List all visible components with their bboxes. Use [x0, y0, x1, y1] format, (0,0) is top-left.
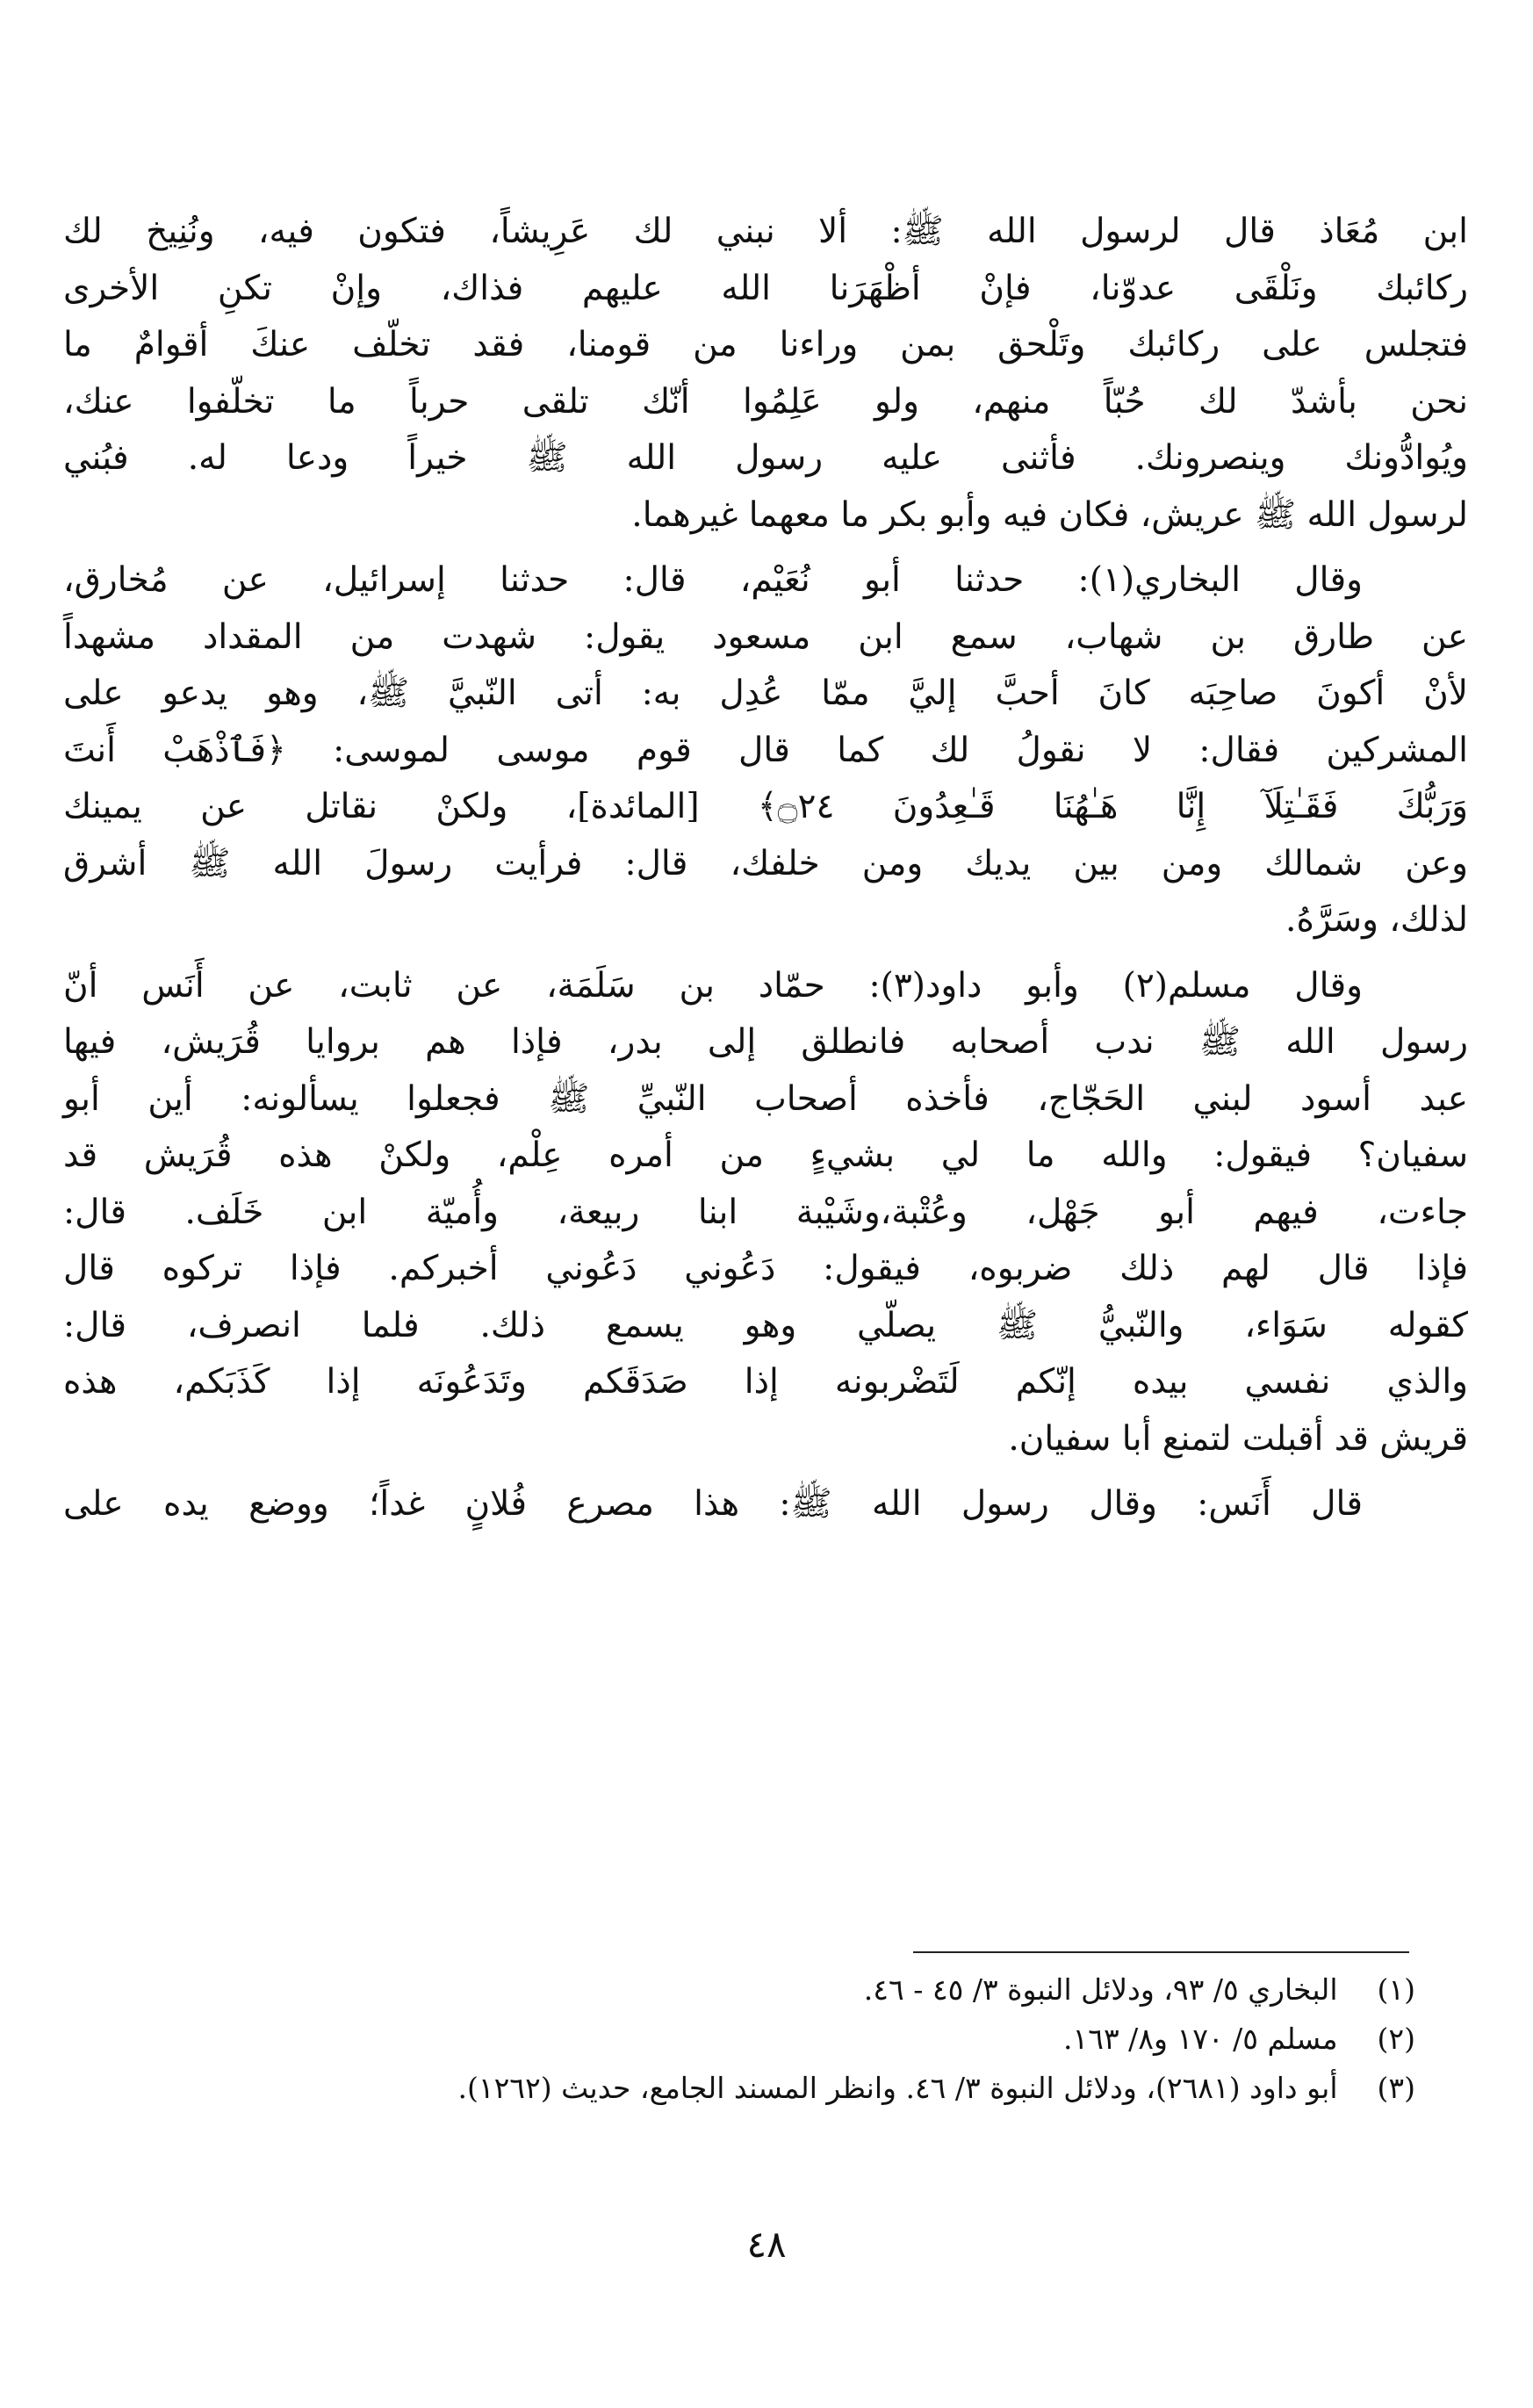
footnote-text: البخاري ٥/ ٩٣، ودلائل النبوة ٣/ ٤٥ - ٤٦. [863, 1972, 1338, 2007]
text-line: فإذا قال لهم ذلك ضربوه، فيقول: دَعُوني دَعُوني أخبركم. فإذا تركوه قال [63, 1249, 1468, 1288]
footnote-text: مسلم ٥/ ١٧٠ و٨/ ١٦٣. [1063, 2022, 1338, 2056]
text-line: لرسول الله ﷺ عريش، فكان فيه وأبو بكر ما معهما غيرهما. [631, 494, 1468, 535]
footnote [63, 1965, 1415, 2015]
text-line: كقوله سَوَاء، والنّبيُّ ﷺ يصلّي وهو يسمع ذلك. فلما انصرف، قال: [63, 1305, 1468, 1345]
text-line: والذي نفسي بيده إنّكم لَتَضْربونه إذا صَدَقَكم وتَدَعُونَه إذا كَذَبَكم، هذه [63, 1362, 1468, 1402]
text-line: عبد أسود لبني الحَجّاج، فأخذه أصحاب النّبيِّ ﷺ فجعلوا يسألونه: أين أبو [63, 1078, 1468, 1119]
footnote [63, 2064, 1415, 2113]
text-line: المشركين فقال: لا نقولُ لك كما قال قوم موسى لموسى: ﴿فَٱذْهَبْ أَنتَ [63, 730, 1468, 770]
text-line: فتجلس على ركائبك وتَلْحق بمن وراءنا من قومنا، فقد تخلّف عنكَ أقوامٌ ما [63, 325, 1468, 364]
paragraph-first-line: وقال مسلم(٢) وأبو داود(٣): حمّاد بن سَلَمَة، عن ثابت، عن أَنَس أنّ [63, 965, 1364, 1006]
footnote-separator [913, 1951, 1409, 1953]
text-line: قريش قد أقبلت لتمنع أبا سفيان. [1008, 1418, 1468, 1459]
text-line: نحن بأشدّ لك حُبّاً منهم، ولو عَلِمُوا أنّك تلقى حرباً ما تخلّفوا عنك، [63, 381, 1468, 422]
footnote-number: (١) [1377, 1972, 1415, 2007]
footnote-number: (٢) [1377, 2022, 1415, 2056]
footnotes [63, 1965, 1415, 2113]
text-line: ابن مُعَاذ قال لرسول الله ﷺ: ألا نبني لك عَرِيشاً، فتكون فيه، ونُنِيخ لك [63, 212, 1468, 251]
text-line: وعن شمالك ومن بين يديك ومن خلفك، قال: فرأيت رسولَ الله ﷺ أشرق [63, 843, 1468, 883]
text-line: عن طارق بن شهاب، سمع ابن مسعود يقول: شهدت من المقداد مشهداً [63, 616, 1468, 657]
text-line: ويُوادُّونك وينصرونك. فأثنى عليه رسول الله ﷺ خيراً ودعا له. فبُني [63, 438, 1468, 478]
page-number: ٤٨ [746, 2223, 787, 2266]
footnote-number: (٣) [1377, 2071, 1415, 2105]
footnote [63, 2015, 1415, 2064]
footnote-text: أبو داود (٢٦٨١)، ودلائل النبوة ٣/ ٤٦. وانظر المسند الجامع، حديث (١٢٦٢). [457, 2071, 1338, 2105]
paragraph-first-line: وقال البخاري(١): حدثنا أبو نُعَيْم، قال: حدثنا إسرائيل، عن مُخارق، [63, 560, 1363, 600]
text-line: جاءت، فيهم أبو جَهْل، وعُتْبة،وشَيْبة ابنا ربيعة، وأُميّة ابن خَلَف. قال: [63, 1192, 1468, 1232]
paragraph-first-line: قال أَنَس: وقال رسول الله ﷺ: هذا مصرع فُلانٍ غداً؛ ووضع يده على [63, 1484, 1363, 1524]
body-text [63, 204, 1468, 1533]
quran-verse-line: وَرَبُّكَ فَقَـٰتِلَآ إِنَّا هَـٰهُنَا قَـٰعِدُونَ ۝٢٤﴾ [المائدة]، ولكنْ نقاتل عن يمينك [63, 787, 1468, 826]
text-line: سفيان؟ فيقول: والله ما لي بشيءٍ من أمره عِلْم، ولكنْ هذه قُرَيش قد [63, 1136, 1468, 1175]
text-line: لأنْ أكونَ صاحِبَه كانَ أحبَّ إليَّ ممّا عُدِل به: أتى النّبيَّ ﷺ، وهو يدعو على [63, 674, 1468, 713]
text-line: ركائبك ونَلْقَى عدوّنا، فإنْ أظْهَرَنا الله عليهم فذاك، وإنْ تكنِ الأخرى [63, 268, 1468, 308]
text-line: رسول الله ﷺ ندب أصحابه فانطلق إلى بدر، فإذا هم بروايا قُرَيش، فيها [63, 1022, 1468, 1062]
text-line: لذلك، وسَرَّهُ. [1285, 900, 1468, 940]
